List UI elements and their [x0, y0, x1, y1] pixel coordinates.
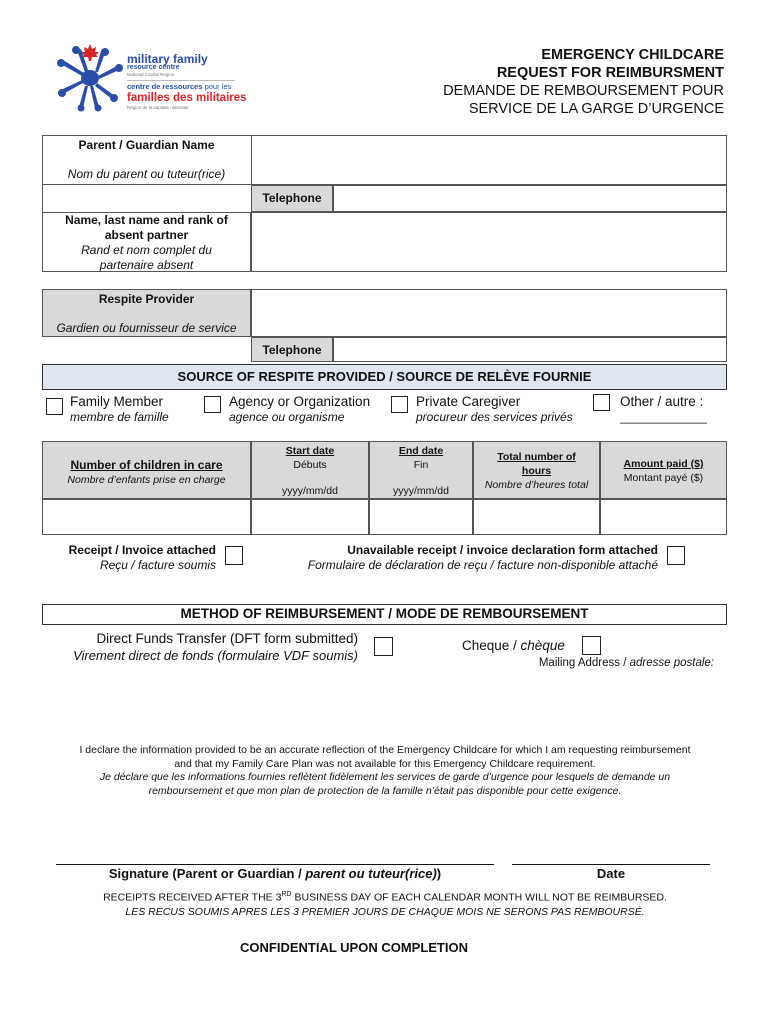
partner-label — [42, 213, 251, 273]
start-date-en: Start date — [285, 445, 335, 457]
agency-checkbox[interactable] — [204, 396, 221, 413]
receipt-unavailable-en: Unavailable receipt / invoice declaration form attached — [347, 543, 658, 557]
end-date-header — [369, 444, 473, 498]
cheque-label-fr: chèque — [520, 638, 565, 653]
hours-header — [473, 450, 600, 492]
receipt-unavailable-checkbox[interactable] — [667, 546, 685, 565]
method-title: METHOD OF REIMBURSEMENT / MODE DE REMBOURSEMENT — [180, 606, 589, 621]
respite-provider-label: Respite Provider — [98, 292, 195, 306]
start-date-format: yyyy/mm/dd — [281, 485, 338, 497]
respite-telephone-label: Telephone — [262, 343, 322, 357]
receipts-notice-fr: LES RECUS SOUMIS APRES LES 3 PREMIER JOURS DE CHAQUE MOIS NE SERONS PAS REMBOURSÉ. — [125, 905, 645, 918]
logo-fr-line1-b: pour les — [204, 82, 232, 91]
declaration-en-1: I declare the information provided to be an accurate reflection of the Emergency Childcare for which I am requesting reimbursement — [79, 744, 691, 756]
start-date-header — [251, 444, 369, 498]
logo-en-region: National Capital Region — [127, 72, 175, 77]
children-header — [42, 458, 251, 487]
title-line4: SERVICE DE LA GARGE D’URGENCE — [468, 101, 724, 117]
mailing-address-fr: adresse postale: — [629, 657, 714, 669]
private-caregiver-label-fr: procureur des services privés — [416, 410, 573, 424]
amount-fr: Montant payé ($) — [623, 472, 704, 484]
logo-divider — [127, 80, 235, 81]
receipt-attached — [42, 543, 216, 573]
hours-en-1: Total number of — [497, 451, 576, 463]
signature-label-close: ) — [436, 866, 442, 881]
receipts-notice-a: RECEIPTS RECEIVED AFTER THE 3 — [103, 891, 282, 904]
declaration-fr-1: Je déclare que les informations fournies reflètent fidèlement les services de garde d’urgence pour lesquels de demande un — [99, 771, 671, 783]
dft-option — [42, 630, 358, 664]
title-line2: REQUEST FOR REIMBURSMENT — [496, 65, 724, 81]
dft-label-en: Direct Funds Transfer (DFT form submitted) — [96, 631, 358, 646]
confidential-notice: CONFIDENTIAL UPON COMPLETION — [240, 940, 468, 955]
start-date-field[interactable] — [251, 499, 369, 535]
children-header-en: Number of children in care — [70, 458, 223, 472]
receipt-attached-checkbox[interactable] — [225, 546, 243, 565]
signature-label-fr: parent ou tuteur(rice) — [305, 866, 437, 881]
children-header-fr: Nombre d’enfants prise en charge — [67, 474, 226, 486]
end-date-fr: Fin — [413, 459, 429, 471]
receipt-attached-en: Receipt / Invoice attached — [68, 543, 216, 557]
end-date-en: End date — [398, 445, 444, 457]
logo-en-title: military family — [127, 52, 208, 66]
respite-provider-field[interactable] — [251, 289, 727, 337]
logo-fr-title: familles des militaires — [127, 92, 247, 104]
date-line[interactable] — [512, 864, 710, 865]
other-checkbox[interactable] — [593, 394, 610, 411]
receipts-notice — [30, 888, 740, 919]
form-title — [364, 46, 724, 118]
logo-fr-region: Région de la capitale nationale — [127, 105, 189, 110]
private-caregiver-label: Private Caregiver — [416, 394, 521, 409]
logo-fr-line1-a: centre de ressources — [127, 82, 203, 91]
agency-label: Agency or Organization — [229, 394, 371, 409]
start-date-fr: Débuts — [293, 459, 327, 471]
family-member-label: Family Member — [70, 394, 164, 409]
end-date-field[interactable] — [369, 499, 473, 535]
declaration — [30, 744, 740, 798]
partner-label-line2: absent partner — [104, 228, 189, 242]
logo-fr-line1 — [127, 82, 231, 91]
family-member-checkbox[interactable] — [46, 398, 63, 415]
dft-label-fr: Virement direct de fonds (formulaire VDF soumis) — [73, 648, 358, 663]
private-caregiver-checkbox[interactable] — [391, 396, 408, 413]
respite-provider-label-fr: Gardien ou fournisseur de service — [56, 321, 237, 335]
parent-telephone-label: Telephone — [262, 191, 322, 205]
signature-label-en: Signature (Parent or Guardian / — [108, 866, 306, 881]
parent-name-field[interactable] — [251, 135, 727, 185]
amount-header — [600, 457, 727, 485]
amount-en: Amount paid ($) — [623, 458, 704, 470]
partner-label-line1: Name, last name and rank of — [65, 213, 228, 227]
logo — [55, 42, 255, 117]
date-label: Date — [596, 866, 626, 881]
receipt-unavailable-fr: Formulaire de déclaration de reçu / facture non-disponible attaché — [307, 558, 658, 572]
end-date-format: yyyy/mm/dd — [392, 485, 449, 497]
parent-name-label-fr: Nom du parent ou tuteur(rice) — [67, 167, 226, 181]
agency-label-fr: agence ou organisme — [229, 410, 345, 424]
parent-telephone-field[interactable] — [333, 185, 727, 212]
receipts-notice-sup: RD — [281, 891, 292, 898]
title-line3: DEMANDE DE REMBOURSEMENT POUR — [443, 83, 724, 99]
children-field[interactable] — [42, 499, 251, 535]
title-line1: EMERGENCY CHILDCARE — [541, 47, 724, 63]
dft-checkbox[interactable] — [374, 637, 393, 656]
cheque-checkbox[interactable] — [582, 636, 601, 655]
hours-en-2: hours — [521, 465, 552, 477]
receipts-notice-en — [30, 888, 740, 905]
mailing-address-en: Mailing Address / — [538, 657, 630, 669]
other-label: Other / autre : — [620, 394, 704, 409]
amount-field[interactable] — [600, 499, 727, 535]
signature-line[interactable] — [56, 864, 494, 865]
signature-label — [56, 866, 494, 881]
cheque-label-en: Cheque / — [462, 638, 521, 653]
hours-fr: Nombre d’heures total — [484, 479, 589, 491]
parent-name-label: Parent / Guardian Name — [78, 138, 215, 152]
hands-maple-leaf-icon — [55, 42, 125, 112]
family-member-label-fr: membre de famille — [70, 410, 169, 424]
partner-label-fr-line2: partenaire absent — [99, 258, 194, 272]
hours-field[interactable] — [473, 499, 600, 535]
mailing-address-label — [460, 657, 714, 669]
declaration-en-2: and that my Family Care Plan was not available for this Emergency Childcare requirement. — [174, 757, 596, 770]
receipt-attached-fr: Reçu / facture soumis — [99, 558, 216, 572]
partner-field[interactable] — [251, 212, 727, 272]
respite-telephone-field[interactable] — [333, 337, 727, 362]
logo-en-sub: resource centre — [127, 64, 180, 71]
receipts-notice-b: BUSINESS DAY OF EACH CALENDAR MONTH WILL NOT BE REIMBURSED. — [291, 891, 667, 904]
other-blank[interactable]: _____________ — [620, 410, 707, 424]
receipt-unavailable — [270, 543, 658, 573]
cheque-label — [462, 638, 565, 653]
source-title: SOURCE OF RESPITE PROVIDED / SOURCE DE RELÈVE FOURNIE — [177, 369, 592, 384]
declaration-fr-2: remboursement et que mon plan de protection de la famille n’était pas disponible pour cette exigence. — [148, 784, 622, 797]
partner-label-fr-line1: Rand et nom complet du — [81, 243, 212, 257]
